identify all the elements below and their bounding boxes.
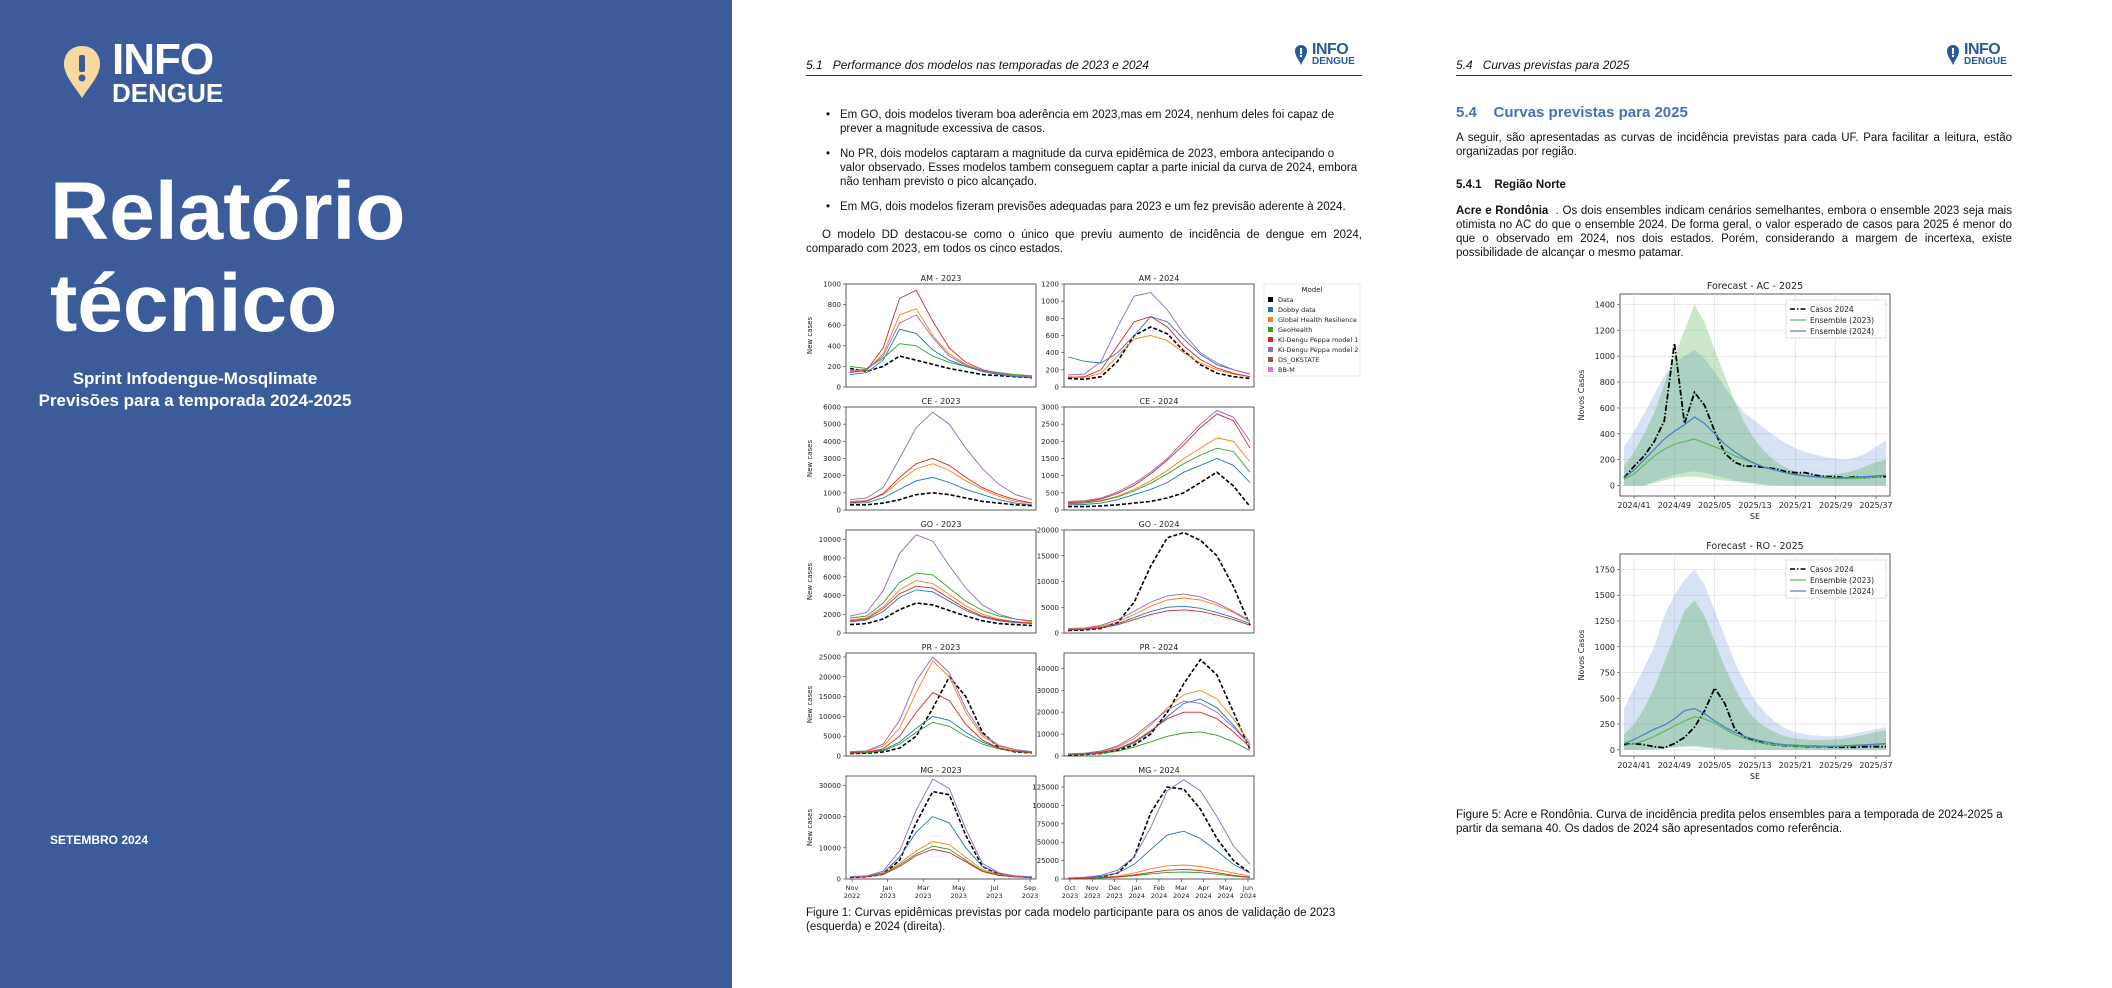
y-tick-label: 1750: [1594, 565, 1615, 575]
y-tick-label: 20000: [818, 813, 841, 822]
x-tick-label: May: [952, 884, 966, 892]
y-tick-label: 75000: [1036, 820, 1059, 829]
y-tick-label: 15000: [818, 693, 841, 702]
x-tick-label: 2025/21: [1778, 761, 1812, 770]
chart-panel: [1037, 520, 1254, 638]
chart-legend: [1786, 560, 1886, 598]
chart-panel: [1037, 643, 1254, 761]
legend-label: Casos 2024: [1810, 305, 1854, 314]
forecast-chart-ac: [1570, 276, 1900, 528]
y-tick-label: 1000: [823, 280, 841, 289]
y-tick-label: 25000: [1036, 857, 1059, 866]
legend-label: Casos 2024: [1810, 565, 1854, 574]
logo-text-dengue: DENGUE: [1964, 56, 2007, 67]
legend-label: DS_OKSTATE: [1278, 356, 1320, 364]
cover-page: [0, 0, 732, 988]
y-tick-label: 10000: [818, 535, 841, 544]
y-tick-label: 0: [1609, 481, 1615, 491]
list-item: • No PR, dois modelos captaram a magnitude da curva epidêmica de 2023, embora antecipando o valor observado. Esses modelos tambem conseguem captar a parte inicial da curva de 2024, embora não tenham previsto o pico alcançado.: [826, 147, 1362, 189]
legend-swatch: [1268, 337, 1273, 342]
y-tick-label: 8000: [823, 554, 841, 563]
x-tick-label: 2024/41: [1617, 501, 1651, 510]
subsection-title: Região Norte: [1494, 179, 1566, 191]
x-tick-label: Mar: [1175, 884, 1188, 892]
y-tick-label: 500: [1599, 694, 1615, 704]
y-tick-label: 600: [1599, 403, 1615, 413]
list-item: • Em GO, dois modelos tiveram boa aderência em 2023,mas em 2024, nenhum deles foi capaz de prever a magnitude excessiva de casos.: [826, 108, 1362, 136]
y-tick-label: 6000: [823, 403, 841, 412]
logo-text-dengue: DENGUE: [112, 78, 224, 108]
x-tick-label: 2025/37: [1859, 501, 1893, 510]
x-tick-label: Jan: [1131, 884, 1142, 892]
y-tick-label: 2000: [823, 610, 841, 619]
chart-title: MG - 2024: [1138, 766, 1180, 775]
y-tick-label: 15000: [1036, 552, 1059, 561]
section-heading-number: 5.4: [1456, 104, 1477, 121]
chart-panel: [806, 643, 1036, 761]
figure-1-model-curves: [800, 272, 1400, 900]
legend-label: KI-Dengu Peppa model 1: [1278, 336, 1359, 344]
y-tick-label: 600: [827, 321, 841, 330]
plot-area: [846, 776, 1036, 879]
header-logo: [1946, 42, 2007, 67]
y-axis-label: Novos Casos: [1577, 629, 1586, 681]
y-axis-label: New cases: [806, 562, 814, 601]
y-tick-label: 10000: [818, 844, 841, 853]
chart-title: GO - 2024: [1138, 520, 1180, 529]
x-tick-label: Oct: [1064, 884, 1076, 892]
y-tick-label: 10000: [1036, 578, 1059, 586]
header-rule: [806, 75, 1362, 76]
y-tick-label: 800: [827, 301, 841, 310]
x-tick-label: 2023: [879, 892, 896, 900]
legend-swatch: [1268, 357, 1273, 362]
y-tick-label: 0: [1054, 629, 1059, 638]
figure-legend: [1264, 284, 1360, 376]
y-tick-label: 600: [1045, 332, 1059, 340]
report-page-2: [1400, 0, 2112, 988]
x-tick-label: 2025/05: [1698, 501, 1732, 510]
plot-area: [846, 284, 1036, 387]
legend-label: Ensemble (2023): [1810, 576, 1875, 585]
x-tick-label: Apr: [1197, 884, 1210, 892]
running-header: [1456, 58, 1629, 72]
figure-caption: Figure 1: Curvas epidêmicas previstas por cada modelo participante para os anos de validação de 2023 (esquerda) e 2024 (direita).: [806, 907, 1336, 933]
forecast-chart-ro: [1570, 536, 1900, 788]
y-axis-label: New cases: [806, 316, 814, 355]
legend-label: Ensemble (2024): [1810, 587, 1875, 596]
x-tick-label: 2024: [1239, 892, 1257, 900]
x-tick-label: Jan: [882, 884, 893, 892]
y-tick-label: 6000: [823, 573, 841, 582]
y-tick-label: 400: [1599, 429, 1615, 439]
intro-paragraph: A seguir, são apresentadas as curvas de incidência previstas para cada UF. Para facilitar a leitura, estão organizadas por região.: [1456, 132, 2012, 158]
legend-label: KI-Dengu Peppa model 2: [1278, 346, 1359, 354]
chart-title: GO - 2023: [920, 520, 962, 529]
y-tick-label: 4000: [823, 437, 841, 446]
legend-swatch: [1268, 297, 1273, 302]
y-tick-label: 400: [827, 342, 841, 351]
body-paragraph: [1456, 204, 2012, 260]
legend-label: Ensemble (2023): [1810, 316, 1875, 325]
chart-title: CE - 2024: [1139, 397, 1179, 406]
y-tick-label: 0: [836, 752, 841, 761]
legend-title: Model: [1301, 286, 1323, 294]
section-number: 5.1: [806, 58, 823, 72]
x-axis-label: SE: [1749, 512, 1761, 521]
x-tick-label: Nov: [845, 884, 859, 892]
header-rule: [1456, 75, 2012, 76]
y-tick-label: 0: [836, 506, 841, 515]
y-tick-label: 1200: [1041, 280, 1059, 289]
x-tick-label: Jul: [990, 884, 999, 892]
chart-panel: [806, 520, 1036, 638]
map-pin-icon: [62, 44, 102, 100]
y-tick-label: 1250: [1594, 616, 1615, 626]
logo-text-info: INFO: [1312, 41, 1349, 58]
y-tick-label: 800: [1599, 378, 1615, 388]
y-tick-label: 0: [1054, 752, 1059, 761]
y-tick-label: 3000: [1041, 403, 1059, 412]
y-tick-label: 5000: [823, 732, 841, 741]
logo-text-info: INFO: [1964, 41, 2001, 58]
y-tick-label: 0: [836, 875, 841, 884]
x-tick-label: 2023: [914, 892, 932, 900]
chart-panel: [1041, 397, 1254, 515]
x-tick-label: Feb: [1153, 884, 1165, 892]
y-tick-label: 5000: [823, 420, 841, 429]
y-axis-label: New cases: [806, 685, 814, 724]
y-tick-label: 1000: [823, 489, 841, 498]
x-tick-label: 2025/29: [1819, 501, 1853, 510]
cover-subtitle-line1: Sprint Infodengue-Mosqlimate: [72, 369, 318, 388]
y-tick-label: 2000: [823, 472, 841, 481]
map-pin-icon: [1946, 44, 1960, 66]
y-tick-label: 25000: [818, 653, 841, 662]
section-title: Performance dos modelos nas temporadas de 2023 e 2024: [832, 58, 1149, 72]
x-tick-label: 2025/13: [1738, 501, 1772, 510]
y-tick-label: 250: [1599, 720, 1615, 730]
figure-caption: Figure 5: Acre e Rondônia. Curva de incidência predita pelos ensembles para a temporada de 2024-2025 a partir da semana 40. Os dados de 2024 são apresentados como referência.: [1456, 809, 2003, 835]
y-tick-label: 1000: [1041, 297, 1059, 306]
legend-swatch: [1268, 347, 1273, 352]
y-tick-label: 4000: [823, 592, 841, 601]
chart-panel: [806, 274, 1036, 392]
legend-swatch: [1268, 307, 1273, 312]
y-tick-label: 400: [1045, 349, 1059, 358]
cover-date: SETEMBRO 2024: [50, 833, 149, 847]
body-paragraph: O modelo DD destacou-se como o único que previu aumento de incidência de dengue em 2024, comparado com 2023, em todos os cinco estados.: [806, 229, 1362, 255]
chart-title: AM - 2023: [920, 274, 962, 283]
y-axis-label: New cases: [806, 439, 814, 478]
chart-title: CE - 2023: [921, 397, 961, 406]
y-tick-label: 1500: [1041, 455, 1059, 463]
y-tick-label: 0: [836, 383, 841, 392]
x-tick-label: 2024: [1217, 892, 1235, 900]
y-tick-label: 1200: [1594, 326, 1615, 336]
cover-title-line2: técnico: [50, 258, 338, 349]
chart-panel: [1032, 766, 1256, 900]
section-heading-title: Curvas previstas para 2025: [1493, 104, 1688, 121]
y-tick-label: 3000: [823, 455, 841, 463]
chart-panel: [806, 766, 1038, 900]
plot-area: [1064, 653, 1254, 756]
legend-swatch: [1268, 327, 1273, 332]
x-tick-label: May: [1219, 884, 1233, 892]
y-tick-label: 0: [1609, 745, 1615, 755]
subsection-heading: [1456, 179, 1566, 191]
x-tick-label: 2024/41: [1617, 761, 1651, 770]
x-tick-label: Dec: [1108, 884, 1121, 892]
y-tick-label: 5000: [1041, 603, 1059, 612]
plot-area: [1064, 407, 1254, 510]
infodengue-logo: [62, 35, 224, 108]
x-tick-label: 2023: [1061, 892, 1079, 900]
cover-subtitle: [30, 368, 360, 412]
list-item: • Em MG, dois modelos fizeram previsões adequadas para 2023 e um fez previsão aderente à 2024.: [826, 200, 1362, 214]
section-number: 5.4: [1456, 58, 1473, 72]
paragraph-text: . Os dois ensembles indicam cenários semelhantes, embora o ensemble 2023 seja mais otimista no AC do que o ensemble 2024. De forma geral, o valor esperado de casos para 2025 é menor do que o observado em 2024, nos dois estados. Porém, considerando a margem de incertexa, existe possibilidade de alcançar o mesmo patamar.: [1456, 205, 2012, 259]
x-tick-label: 2022: [843, 892, 861, 900]
x-tick-label: 2023: [986, 892, 1003, 900]
section-title: Curvas previstas para 2025: [1482, 58, 1630, 72]
y-tick-label: 20000: [818, 673, 841, 682]
chart-legend: [1786, 300, 1886, 338]
x-tick-label: 2024: [1150, 892, 1168, 900]
chart-title: Forecast - RO - 2025: [1706, 541, 1804, 552]
plot-area: [1064, 776, 1254, 879]
x-tick-label: 2025/29: [1819, 761, 1853, 770]
x-tick-label: 2023: [1083, 892, 1101, 900]
y-tick-label: 1000: [1041, 472, 1059, 481]
map-pin-icon: [1294, 44, 1308, 66]
y-tick-label: 0: [1054, 383, 1059, 392]
legend-label: Dobby data: [1278, 306, 1316, 314]
logo-text-dengue: DENGUE: [1312, 56, 1355, 67]
x-tick-label: 2024: [1172, 892, 1190, 900]
legend-label: GeoHealth: [1278, 326, 1313, 334]
y-tick-label: 1500: [1594, 591, 1615, 601]
section-heading: [1456, 104, 1688, 121]
x-tick-label: Mar: [917, 884, 930, 892]
legend-label: Data: [1278, 296, 1294, 304]
bullet-list: [826, 108, 1362, 225]
chart-panel: [806, 397, 1036, 515]
legend-swatch: [1268, 367, 1273, 372]
y-tick-label: 2000: [1041, 437, 1059, 446]
x-tick-label: Sep: [1023, 884, 1037, 892]
plot-area: [1064, 284, 1254, 387]
chart-panel: [1041, 274, 1254, 392]
paragraph-lead: Acre e Rondônia: [1456, 205, 1549, 217]
y-tick-label: 10000: [818, 712, 841, 721]
chart-title: PR - 2023: [921, 643, 961, 652]
y-tick-label: 40000: [1036, 664, 1059, 673]
y-tick-label: 1000: [1594, 642, 1615, 652]
x-tick-label: Jun: [1242, 884, 1254, 892]
y-tick-label: 1400: [1594, 300, 1615, 310]
header-logo: [1294, 42, 1355, 67]
logo-text-info: INFO: [112, 35, 214, 84]
y-tick-label: 800: [1045, 314, 1059, 323]
chart-title: PR - 2024: [1139, 643, 1179, 652]
x-tick-label: 2023: [950, 892, 968, 900]
y-tick-label: 20000: [1036, 708, 1059, 717]
y-tick-label: 30000: [818, 781, 841, 790]
chart-title: Forecast - AC - 2025: [1706, 281, 1804, 292]
x-tick-label: 2024: [1128, 892, 1146, 900]
y-tick-label: 500: [1045, 489, 1059, 498]
y-tick-label: 125000: [1032, 783, 1059, 792]
running-header: [806, 58, 1149, 72]
y-tick-label: 2500: [1041, 420, 1059, 429]
y-tick-label: 10000: [1036, 730, 1059, 739]
legend-swatch: [1268, 317, 1273, 322]
y-tick-label: 750: [1599, 668, 1615, 678]
y-tick-label: 30000: [1036, 686, 1059, 695]
y-tick-label: 200: [1599, 455, 1615, 465]
x-tick-label: 2023: [1106, 892, 1123, 900]
x-axis-label: SE: [1749, 772, 1761, 781]
y-tick-label: 0: [836, 629, 841, 638]
x-tick-label: 2025/05: [1698, 761, 1732, 770]
y-tick-label: 20000: [1036, 526, 1059, 535]
y-axis-label: Novos Casos: [1577, 369, 1586, 421]
y-tick-label: 200: [1045, 366, 1059, 375]
y-tick-label: 200: [827, 362, 841, 371]
y-axis-label: New cases: [806, 808, 814, 847]
x-tick-label: 2024: [1195, 892, 1212, 900]
x-tick-label: 2025/21: [1778, 501, 1812, 510]
y-tick-label: 0: [1054, 506, 1059, 515]
x-tick-label: 2025/13: [1738, 761, 1772, 770]
subsection-number: 5.4.1: [1456, 179, 1482, 191]
x-tick-label: 2024/49: [1657, 501, 1691, 510]
x-tick-label: 2024/49: [1657, 761, 1691, 770]
y-tick-label: 100000: [1032, 801, 1059, 810]
x-tick-label: Nov: [1085, 884, 1099, 892]
legend-label: Global Health Resilience: [1278, 316, 1357, 324]
legend-label: Ensemble (2024): [1810, 327, 1875, 336]
cover-subtitle-line2: Previsões para a temporada 2024-2025: [38, 391, 352, 410]
chart-title: AM - 2024: [1138, 274, 1180, 283]
x-tick-label: 2023: [1021, 892, 1039, 900]
y-tick-label: 1000: [1594, 352, 1615, 362]
y-tick-label: 0: [1054, 875, 1059, 884]
chart-title: MG - 2023: [920, 766, 962, 775]
cover-title: [50, 166, 405, 350]
y-tick-label: 50000: [1036, 838, 1059, 847]
plot-area: [846, 407, 1036, 510]
report-page-1: [740, 0, 1400, 988]
legend-label: BB-M: [1278, 366, 1295, 374]
x-tick-label: 2025/37: [1859, 761, 1893, 770]
cover-title-line1: Relatório: [50, 166, 406, 257]
